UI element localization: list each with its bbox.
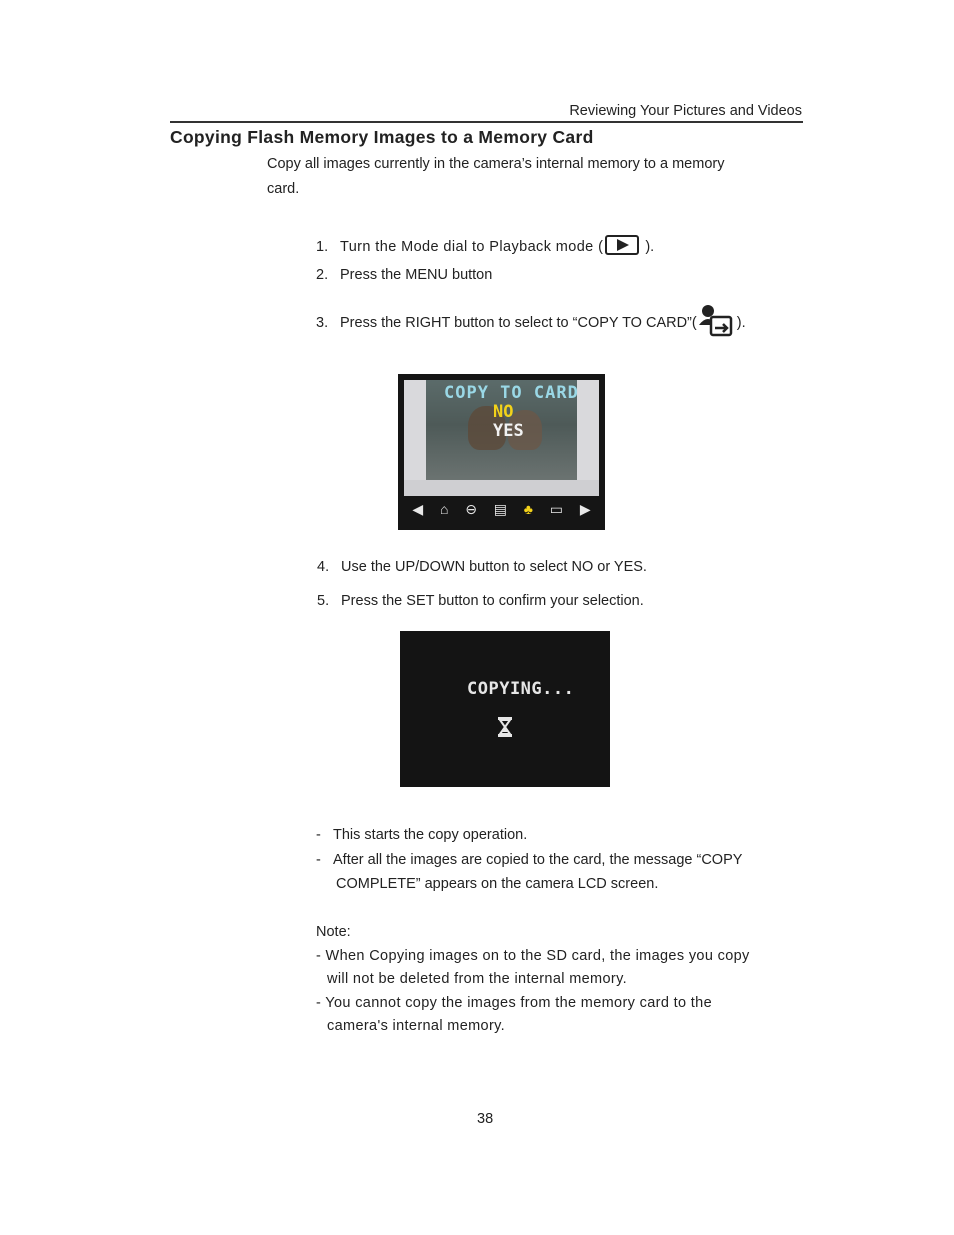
lcd-option-yes: YES: [493, 421, 524, 441]
hourglass-icon: [497, 717, 513, 742]
step-text: Use the UP/DOWN button to select NO or YES.: [341, 559, 647, 575]
note-item: - You cannot copy the images from the memory card to the: [316, 994, 712, 1011]
lcd-copying-message: COPYING...: [467, 679, 575, 699]
intro-paragraph: [267, 152, 787, 202]
note-item-continuation: will not be deleted from the internal memory.: [327, 971, 627, 987]
step-4: [317, 559, 647, 575]
protect-icon: ⊖: [465, 500, 477, 517]
step-5: [317, 593, 644, 609]
step-text: ).: [732, 315, 746, 331]
header-rule: [170, 121, 803, 123]
right-arrow-icon: ▶: [579, 500, 591, 517]
left-arrow-icon: ◀: [412, 500, 424, 517]
step-3: [316, 303, 746, 341]
step-text: ).: [641, 239, 655, 255]
step-number: 1.: [316, 239, 329, 255]
step-number: 3.: [316, 315, 329, 331]
screen-frame: [404, 380, 426, 496]
lcd-screen-copy-to-card: [398, 374, 605, 530]
list-item-text: After all the images are copied to the card, the message “COPY: [333, 851, 743, 868]
note-label: Note:: [316, 924, 351, 940]
step-text: Press the SET button to confirm your selection.: [341, 593, 644, 609]
playback-icon: [605, 235, 639, 255]
step-number: 2.: [316, 267, 329, 283]
copy-to-card-icon: ♣: [523, 501, 533, 517]
note-item-continuation: camera's internal memory.: [327, 1018, 506, 1034]
lcd-menu-title: COPY TO CARD: [444, 383, 579, 403]
lcd-screen-copying: [400, 631, 610, 787]
intro-line: card.: [267, 181, 300, 197]
running-header: Reviewing Your Pictures and Videos: [569, 103, 802, 119]
step-1: [316, 235, 654, 255]
list-item-text: This starts the copy operation.: [333, 827, 528, 843]
step-number: 4.: [317, 559, 330, 575]
step-text: Press the MENU button: [340, 267, 493, 283]
list-item: - This starts the copy operation.: [316, 827, 528, 843]
screen-frame: [577, 380, 599, 496]
lcd-option-no: NO: [493, 402, 514, 422]
delete-icon: ⌂: [439, 501, 449, 517]
note-block: [316, 921, 816, 1039]
copy-to-card-icon: [697, 303, 733, 341]
list-item-continuation: COMPLETE” appears on the camera LCD screen.: [336, 876, 659, 892]
step-number: 5.: [317, 593, 330, 609]
dpof-icon: ▤: [493, 500, 507, 517]
list-item: - After all the images are copied to the card, the message “COPY: [316, 851, 743, 868]
step-text: Turn the Mode dial to Playback mode (: [340, 239, 604, 255]
note-item: - When Copying images on to the SD card, the images you copy: [316, 947, 750, 964]
step-text: Press the RIGHT button to select to “COPY TO CARD”(: [340, 315, 697, 331]
intro-line: Copy all images currently in the camera’s internal memory to a memory: [267, 156, 725, 172]
section-title: Copying Flash Memory Images to a Memory Card: [170, 127, 594, 147]
print-icon: ▭: [549, 500, 564, 517]
screen-frame: [404, 480, 599, 496]
page-number: 38: [477, 1111, 494, 1127]
result-list: [316, 823, 816, 897]
step-2: [316, 267, 492, 283]
lcd-menu-bar: [404, 496, 599, 522]
